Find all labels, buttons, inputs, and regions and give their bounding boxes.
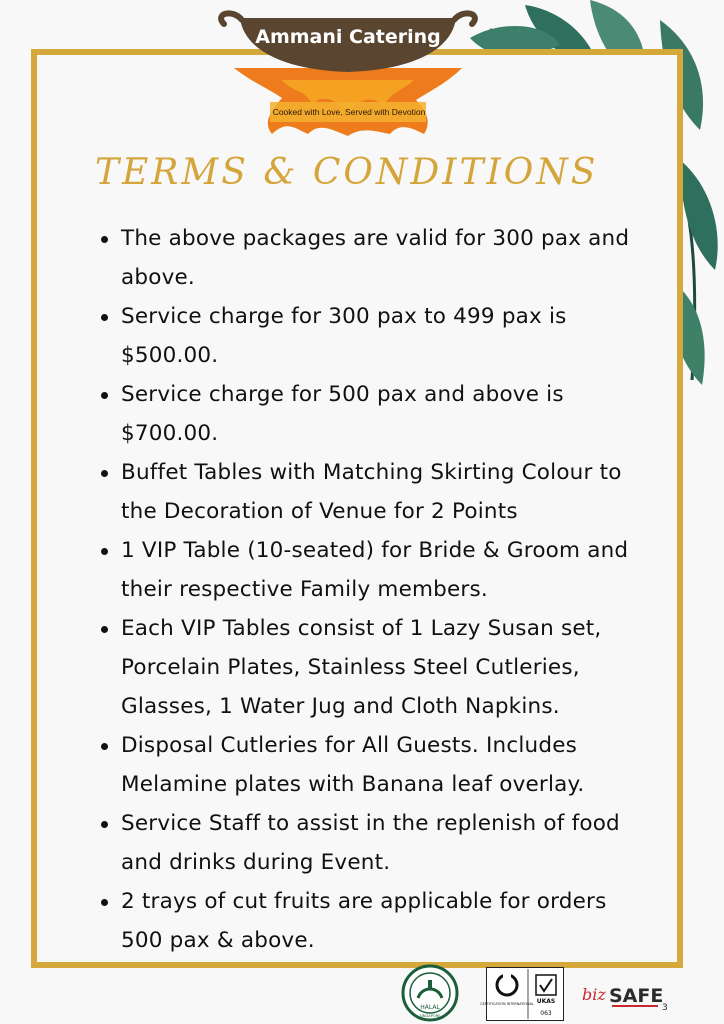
svg-text:CERTIFICATION INTERNATIONAL: CERTIFICATION INTERNATIONAL <box>480 1002 534 1006</box>
halal-seal-icon <box>400 964 460 1022</box>
ammani-catering-logo <box>212 10 484 138</box>
term-item: Buffet Tables with Matching Skirting Colour to the Decoration of Venue for 2 Points <box>94 453 654 531</box>
svg-text:UKAS: UKAS <box>536 998 556 1005</box>
certification-badge-icon <box>480 967 564 1021</box>
svg-text:biz: biz <box>582 985 606 1004</box>
term-item: 1 VIP Table (10-seated) for Bride & Groom and their respective Family members. <box>94 531 654 609</box>
term-item: 2 trays of cut fruits are applicable for orders 500 pax & above. <box>94 882 654 960</box>
svg-text:SAFE: SAFE <box>609 985 664 1007</box>
page-title: TERMS & CONDITIONS <box>95 152 599 193</box>
term-item: Service charge for 300 pax to 499 pax is $500.00. <box>94 297 654 375</box>
term-item: Service charge for 500 pax and above is $700.00. <box>94 375 654 453</box>
terms-list <box>94 219 654 960</box>
svg-text:HALAL: HALAL <box>420 1004 440 1011</box>
term-item: Disposal Cutleries for All Guests. Includes Melamine plates with Banana leaf overlay. <box>94 726 654 804</box>
certification-badges <box>400 962 700 1022</box>
bizsafe-logo-icon <box>582 970 672 1016</box>
term-item: The above packages are valid for 300 pax and above. <box>94 219 654 297</box>
term-item: Service Staff to assist in the replenish of food and drinks during Event. <box>94 804 654 882</box>
term-item: Each VIP Tables consist of 1 Lazy Susan set, Porcelain Plates, Stainless Steel Cutleries, Glasses, 1 Water Jug and Cloth Napkins. <box>94 609 654 726</box>
svg-text:063: 063 <box>540 1010 552 1017</box>
svg-text:SINGAPORE: SINGAPORE <box>419 1014 441 1018</box>
brand-tagline: Cooked with Love, Served with Devotion <box>272 107 426 117</box>
svg-text:3: 3 <box>662 1003 668 1013</box>
brand-name: Ammani Catering <box>255 26 441 48</box>
